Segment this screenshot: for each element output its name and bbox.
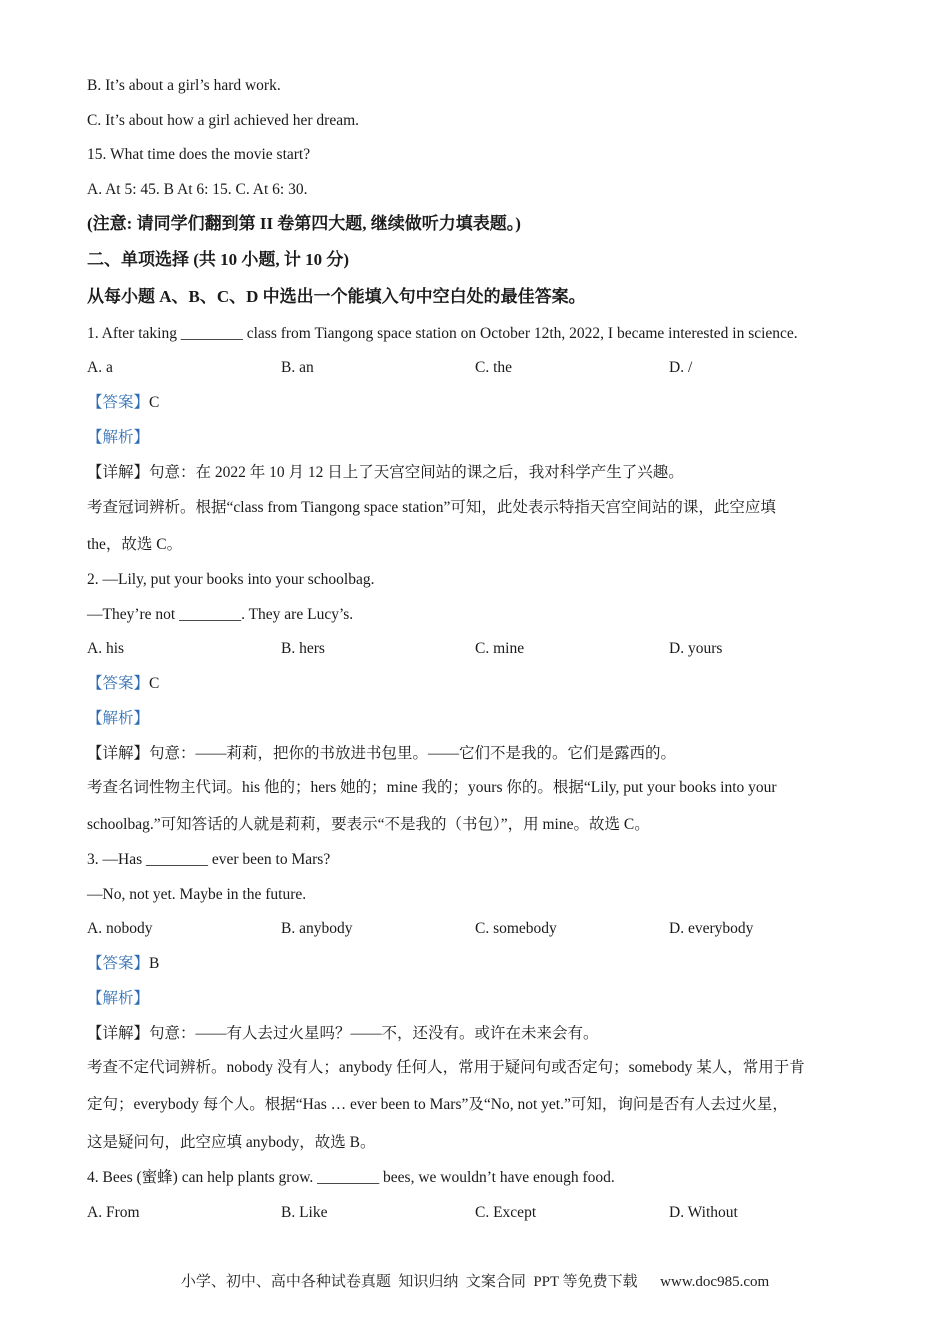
- option-b: B. hers: [281, 640, 325, 657]
- section-title: 二、单项选择 (共 10 小题, 计 10 分): [87, 250, 350, 269]
- option-b: B. anybody: [281, 920, 353, 937]
- answer-label: 【答案】: [87, 675, 150, 692]
- detail-text: 【详解】句意：——有人去过火星吗？——不，还没有。或许在未来会有。: [87, 1025, 599, 1042]
- options-row: [87, 358, 867, 378]
- answer-line: [87, 954, 159, 974]
- option-b: B. Like: [281, 1204, 328, 1221]
- question-stem: —No, not yet. Maybe in the future.: [87, 886, 307, 903]
- explanation-text: 这是疑问句，此空应填 anybody，故选 B。: [87, 1134, 376, 1151]
- option-d: D. /: [669, 359, 693, 376]
- option-b: B. an: [281, 359, 314, 376]
- question-stem: —They’re not ________. They are Lucy’s.: [87, 606, 354, 623]
- explanation-text: 定句；everybody 每个人。根据“Has … ever been to Mars”及“No, not yet.”可知，询问是否有人去过火星，: [87, 1096, 788, 1113]
- detail-text: 【详解】句意：——莉莉，把你的书放进书包里。——它们不是我的。它们是露西的。: [87, 745, 677, 762]
- analysis-label: 【解析】: [87, 710, 150, 727]
- explanation-text: 考查不定代词辨析。nobody 没有人；anybody 任何人，常用于疑问句或否定句；somebody 某人，常用于肯: [87, 1059, 805, 1076]
- detail-text: 【详解】句意：在 2022 年 10 月 12 日上了天宫空间站的课之后，我对科学产生了兴趣。: [87, 464, 684, 481]
- option-d: D. yours: [669, 640, 723, 657]
- option-d: D. everybody: [669, 920, 754, 937]
- answer-label: 【答案】: [87, 955, 150, 972]
- option-d: D. Without: [669, 1204, 738, 1221]
- answer-line: [87, 393, 159, 413]
- options-row: [87, 1203, 867, 1223]
- answer-value: C: [149, 394, 160, 411]
- option-b-text: B. It’s about a girl’s hard work.: [87, 77, 281, 94]
- answer-value: C: [149, 675, 160, 692]
- explanation-text: schoolbag.”可知答话的人就是莉莉，要表示“不是我的（书包）”，用 mine。故选 C。: [87, 816, 650, 833]
- question-stem: 1. After taking ________ class from Tiangong space station on October 12th, 2022, I became interested in science.: [87, 325, 798, 342]
- option-a: A. his: [87, 640, 125, 657]
- analysis-label: 【解析】: [87, 990, 150, 1007]
- option-c: C. somebody: [475, 920, 557, 937]
- section-instruction: 从每小题 A、B、C、D 中选出一个能填入句中空白处的最佳答案。: [87, 287, 586, 306]
- answer-value: B: [149, 955, 160, 972]
- listening-note: (注意: 请同学们翻到第 II 卷第四大题, 继续做听力填表题。): [87, 214, 521, 233]
- question-stem: 2. —Lily, put your books into your schoolbag.: [87, 571, 375, 588]
- question-stem: 3. —Has ________ ever been to Mars?: [87, 851, 331, 868]
- question-stem: 4. Bees (蜜蜂) can help plants grow. ________ bees, we wouldn’t have enough food.: [87, 1169, 615, 1186]
- question-15-stem: 15. What time does the movie start?: [87, 146, 311, 163]
- options-row: [87, 639, 867, 659]
- option-a: A. From: [87, 1204, 140, 1221]
- analysis-label: 【解析】: [87, 429, 150, 446]
- option-c: C. mine: [475, 640, 525, 657]
- option-a: A. nobody: [87, 920, 153, 937]
- option-a: A. a: [87, 359, 113, 376]
- option-c-text: C. It’s about how a girl achieved her dream.: [87, 112, 360, 129]
- option-c: C. Except: [475, 1204, 537, 1221]
- answer-line: [87, 674, 159, 694]
- page-footer: 小学、初中、高中各种试卷真题 知识归纳 文案合同 PPT 等免费下载 www.doc985.com: [180, 1274, 770, 1290]
- options-row: [87, 919, 867, 939]
- explanation-text: the，故选 C。: [87, 536, 183, 553]
- answer-label: 【答案】: [87, 394, 150, 411]
- question-15-options: A. At 5: 45. B At 6: 15. C. At 6: 30.: [87, 181, 308, 198]
- explanation-text: 考查冠词辨析。根据“class from Tiangong space station”可知，此处表示特指天宫空间站的课，此空应填: [87, 499, 776, 516]
- explanation-text: 考查名词性物主代词。his 他的；hers 她的；mine 我的；yours 你的。根据“Lily, put your books into your: [87, 779, 777, 796]
- option-c: C. the: [475, 359, 513, 376]
